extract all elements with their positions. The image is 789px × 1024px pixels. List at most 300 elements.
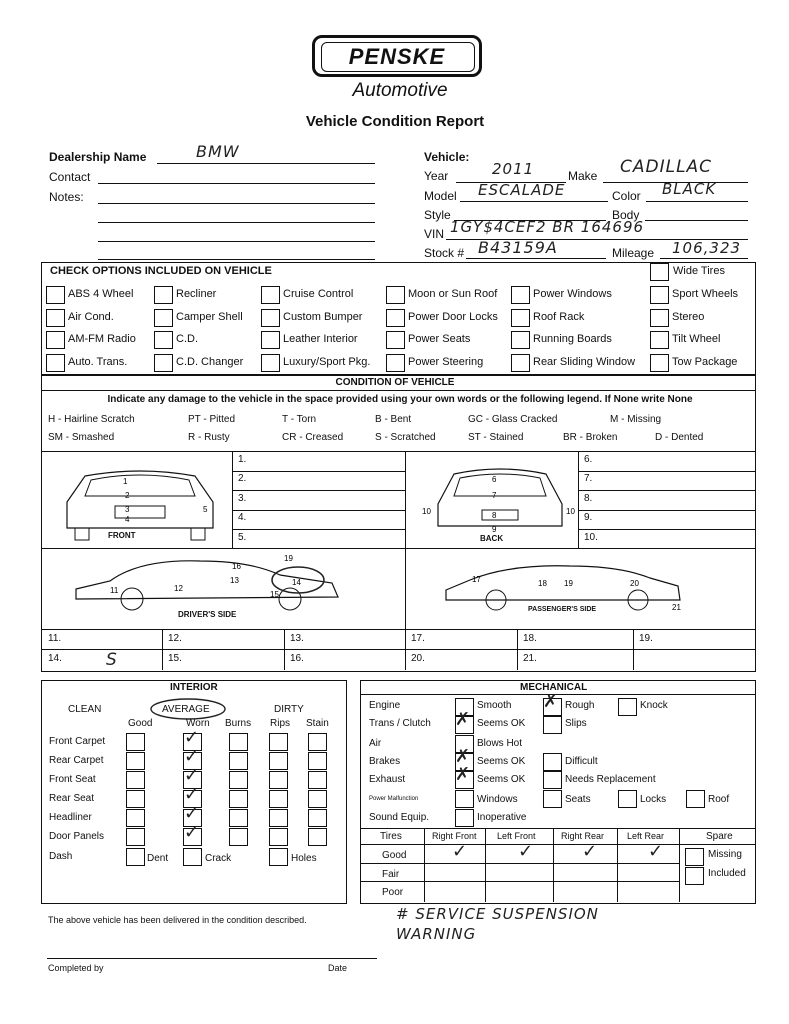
option-checkbox[interactable] xyxy=(154,286,173,304)
front-car-right-wheel xyxy=(191,528,205,540)
stock-value[interactable]: B43159A xyxy=(478,238,558,257)
trans-slips-label: Slips xyxy=(565,718,587,729)
vin-value[interactable]: 1GY$4CEF2 BR 164696 xyxy=(450,218,645,236)
passenger-mark: 21 xyxy=(672,603,681,612)
option-checkbox[interactable] xyxy=(261,286,280,304)
option-checkbox[interactable] xyxy=(511,354,530,372)
options-heading: CHECK OPTIONS INCLUDED ON VEHICLE xyxy=(50,265,272,277)
vehicle-heading: Vehicle: xyxy=(424,150,470,164)
interior-row-label: Door Panels xyxy=(49,831,105,842)
dash-dent-checkbox[interactable] xyxy=(126,848,145,866)
passenger-mark: 17 xyxy=(472,575,481,584)
tires-table-rule xyxy=(617,828,618,902)
page-title: Vehicle Condition Report xyxy=(305,113,485,130)
interior-row-label: Headliner xyxy=(49,812,92,823)
option-label: Power Seats xyxy=(408,333,471,345)
power-roof-label: Roof xyxy=(708,794,730,805)
passenger-mark: 20 xyxy=(630,579,639,588)
driver-side-diagram xyxy=(70,553,350,618)
dash-label: Dash xyxy=(49,851,73,862)
legend-item: B - Bent xyxy=(375,414,412,425)
sound-inoperative-checkbox[interactable] xyxy=(455,809,474,827)
front-mark: 5 xyxy=(203,505,208,514)
completed-by-label: Completed by xyxy=(48,963,104,973)
interior-col-burns: Burns xyxy=(225,718,252,729)
mechanical-heading: MECHANICAL xyxy=(520,682,588,693)
interior-checkbox[interactable] xyxy=(269,828,288,846)
side-table-rule xyxy=(162,629,163,670)
option-checkbox[interactable] xyxy=(511,309,530,327)
tire-column-header: Left Rear xyxy=(627,831,665,841)
legend-item: GC - Glass Cracked xyxy=(468,414,558,425)
interior-checkbox[interactable] xyxy=(308,752,327,770)
option-label: Power Steering xyxy=(408,356,484,368)
brakes-seems-ok-label: Seems OK xyxy=(477,756,526,767)
condition-instruction: Indicate any damage to the vehicle in the space provided using your own words or the following legend. If None write None xyxy=(107,394,693,405)
interior-average: AVERAGE xyxy=(162,704,210,715)
driver-caption: DRIVER'S SIDE xyxy=(178,610,237,619)
power-locks-checkbox[interactable] xyxy=(618,790,637,808)
option-checkbox[interactable] xyxy=(511,286,530,304)
stock-label: Stock # xyxy=(424,246,465,260)
side-table-rule xyxy=(284,629,285,670)
back-mark: 6 xyxy=(492,475,497,484)
tires-heading: Tires xyxy=(380,831,402,842)
condition-heading: CONDITION OF VEHICLE xyxy=(335,377,455,388)
damage-entry-number: 1. xyxy=(238,454,247,465)
option-checkbox[interactable] xyxy=(154,309,173,327)
option-checkbox[interactable] xyxy=(386,354,405,372)
back-mark: 7 xyxy=(492,491,497,500)
damage-entry-number: 19. xyxy=(639,633,653,644)
dash-dent-label: Dent xyxy=(147,853,169,864)
exhaust-seems-ok-check: ✗ xyxy=(455,764,471,785)
exhaust-seems-ok-label: Seems OK xyxy=(477,774,526,785)
back-car-body xyxy=(438,469,562,526)
tire-good-check: ✓ xyxy=(452,841,468,862)
spare-included-checkbox[interactable] xyxy=(685,867,704,885)
make-value[interactable]: CADILLAC xyxy=(620,157,713,177)
diagram-mid-rule xyxy=(41,548,755,549)
damage-entry-number: 10. xyxy=(584,531,598,543)
engine-rough-label: Rough xyxy=(565,700,595,711)
driver-mark: 11 xyxy=(110,586,119,595)
trans-seems-ok-label: Seems OK xyxy=(477,718,526,729)
tire-column-header: Left Front xyxy=(497,831,536,841)
front-mark: 4 xyxy=(125,515,130,524)
option-label: C.D. Changer xyxy=(176,356,244,368)
condition-heading-rule xyxy=(41,390,755,391)
legend-item: R - Rusty xyxy=(188,432,230,443)
damage-entry-line[interactable] xyxy=(232,490,405,491)
delivery-statement: The above vehicle has been delivered in the condition described. xyxy=(48,915,307,925)
back-view-diagram xyxy=(420,460,580,542)
option-checkbox[interactable] xyxy=(46,286,65,304)
damage-entry-number: 9. xyxy=(584,512,593,524)
interior-checkbox[interactable] xyxy=(126,771,145,789)
option-checkbox[interactable] xyxy=(261,354,280,372)
power-locks-label: Locks xyxy=(640,794,667,805)
interior-row-label: Rear Carpet xyxy=(49,755,104,766)
contact-label: Contact xyxy=(49,170,91,184)
tires-row-rule xyxy=(360,881,679,882)
service-note xyxy=(396,904,676,944)
interior-row-label: Rear Seat xyxy=(49,793,95,804)
tire-good-check: ✓ xyxy=(648,841,664,862)
notes-line-3[interactable] xyxy=(98,241,375,242)
tire-column-header: Right Front xyxy=(432,831,477,841)
date-label: Date xyxy=(328,963,348,973)
tire-spare-header: Spare xyxy=(706,831,733,842)
interior-checkbox[interactable] xyxy=(308,771,327,789)
driver-mark: 12 xyxy=(174,584,183,593)
legend-item: S - Scratched xyxy=(375,432,436,443)
option-checkbox[interactable] xyxy=(46,331,65,349)
tires-row-rule xyxy=(360,844,755,845)
damage-entry-number: 4. xyxy=(238,512,247,524)
legend-item: ST - Stained xyxy=(468,432,524,443)
body-line[interactable] xyxy=(645,220,748,221)
driver-mark: 14 xyxy=(292,578,301,587)
legend-item: PT - Pitted xyxy=(188,414,236,425)
driver-car-rear-wheel xyxy=(279,588,301,610)
interior-worn-check: ✓ xyxy=(184,746,200,767)
option-checkbox[interactable] xyxy=(46,354,65,372)
dealership-value[interactable]: BMW xyxy=(196,142,240,161)
interior-checkbox[interactable] xyxy=(126,752,145,770)
damage-entry-number: 11. xyxy=(48,633,62,644)
damage-entry-number: 15. xyxy=(168,653,182,664)
option-label: AM-FM Radio xyxy=(68,333,136,345)
back-car-plate xyxy=(482,510,518,520)
damage-entry-number: 6. xyxy=(584,454,593,465)
legend-item: M - Missing xyxy=(610,414,662,425)
front-mark: 1 xyxy=(123,477,128,486)
damage-entry-line[interactable] xyxy=(578,471,755,472)
interior-col-rips: Rips xyxy=(270,718,291,729)
notes-line-4[interactable] xyxy=(98,259,375,260)
legend-item: D - Dented xyxy=(655,432,704,443)
interior-checkbox[interactable] xyxy=(229,733,248,751)
wide-tires-checkbox[interactable] xyxy=(650,263,669,281)
power-seats-label: Seats xyxy=(565,794,591,805)
power-seats-checkbox[interactable] xyxy=(543,790,562,808)
interior-checkbox[interactable] xyxy=(126,790,145,808)
tires-table-rule xyxy=(553,828,554,902)
interior-col-good: Good xyxy=(128,718,153,729)
spare-included-label: Included xyxy=(708,868,746,879)
legend-item: BR - Broken xyxy=(563,432,618,443)
dash-holes-label: Holes xyxy=(291,853,317,864)
brand-subtitle: Automotive xyxy=(352,80,448,101)
dash-crack-label: Crack xyxy=(205,853,232,864)
tires-table-rule xyxy=(424,828,425,902)
interior-worn-check: ✓ xyxy=(184,784,200,805)
interior-row-label: Front Carpet xyxy=(49,736,106,747)
back-car-rear-window xyxy=(454,474,546,496)
option-label: Stereo xyxy=(672,311,705,323)
option-label: Power Door Locks xyxy=(408,311,498,323)
exhaust-label: Exhaust xyxy=(369,774,406,785)
damage-entry-number: 5. xyxy=(238,531,247,543)
option-checkbox[interactable] xyxy=(46,309,65,327)
option-checkbox[interactable] xyxy=(511,331,530,349)
option-checkbox[interactable] xyxy=(386,286,405,304)
spare-missing-label: Missing xyxy=(708,849,742,860)
back-mark: 8 xyxy=(492,511,497,520)
engine-knock-checkbox[interactable] xyxy=(618,698,637,716)
engine-label: Engine xyxy=(369,700,401,711)
option-label: Roof Rack xyxy=(533,311,585,323)
legend-item: H - Hairline Scratch xyxy=(48,414,135,425)
option-label: Tow Package xyxy=(672,356,738,368)
interior-checkbox[interactable] xyxy=(126,809,145,827)
legend-item: T - Torn xyxy=(282,414,317,425)
damage-entry-number: 14. xyxy=(48,653,62,664)
model-value[interactable]: ESCALADE xyxy=(478,181,566,199)
passenger-car-body xyxy=(446,566,680,600)
legend-item: SM - Smashed xyxy=(48,432,115,443)
completed-by-line[interactable] xyxy=(47,958,377,959)
option-label: Cruise Control xyxy=(283,288,354,300)
interior-checkbox[interactable] xyxy=(269,809,288,827)
sound-label: Sound Equip. xyxy=(369,812,430,823)
notes-line-1[interactable] xyxy=(98,203,375,204)
option-label: Luxury/Sport Pkg. xyxy=(283,356,371,368)
power-malfunction-label: Power Malfunction xyxy=(369,796,419,802)
option-label: Rear Sliding Window xyxy=(533,356,636,368)
interior-checkbox[interactable] xyxy=(229,752,248,770)
damage-entry-line[interactable] xyxy=(578,510,755,511)
color-line xyxy=(646,201,748,202)
option-label: Leather Interior xyxy=(283,333,358,345)
passenger-caption: PASSENGER'S SIDE xyxy=(528,606,597,613)
power-windows-checkbox[interactable] xyxy=(455,790,474,808)
interior-dirty: DIRTY xyxy=(274,704,304,715)
option-label: ABS 4 Wheel xyxy=(68,288,134,300)
stock-line xyxy=(466,258,606,259)
option-checkbox[interactable] xyxy=(261,331,280,349)
interior-checkbox[interactable] xyxy=(229,771,248,789)
model-line xyxy=(460,201,608,202)
interior-heading: INTERIOR xyxy=(170,682,218,693)
mileage-label: Mileage xyxy=(612,246,655,260)
entry-column-rule xyxy=(232,451,233,548)
brakes-difficult-checkbox[interactable] xyxy=(543,753,562,771)
tire-good-check: ✓ xyxy=(518,841,534,862)
tires-table-rule xyxy=(485,828,486,902)
option-label: Moon or Sun Roof xyxy=(408,288,498,300)
driver-mark: 19 xyxy=(284,554,293,563)
brand-name: PENSKE xyxy=(348,44,446,69)
front-view-diagram xyxy=(55,458,225,546)
damage-entry-number: 20. xyxy=(411,653,425,664)
engine-rough-check: ✗ xyxy=(543,691,559,712)
interior-clean: CLEAN xyxy=(68,704,102,715)
interior-worn-check: ✓ xyxy=(184,727,200,748)
interior-checkbox[interactable] xyxy=(269,771,288,789)
color-label: Color xyxy=(612,189,641,203)
side-table-top-rule xyxy=(41,629,755,630)
front-car-left-wheel xyxy=(75,528,89,540)
side-table-rule xyxy=(405,629,406,670)
style-label: Style xyxy=(424,208,451,222)
damage-entry-number: 21. xyxy=(523,653,537,664)
interior-checkbox[interactable] xyxy=(308,809,327,827)
option-checkbox[interactable] xyxy=(650,309,669,327)
passenger-mark: 19 xyxy=(564,579,573,588)
option-label: Auto. Trans. xyxy=(68,356,128,368)
damage-entry-line[interactable] xyxy=(232,471,405,472)
notes-label: Notes: xyxy=(49,190,84,204)
interior-checkbox[interactable] xyxy=(308,790,327,808)
front-mark: 3 xyxy=(125,505,130,514)
damage-entry-number: 2. xyxy=(238,473,247,485)
front-mark: 2 xyxy=(125,491,130,500)
option-checkbox[interactable] xyxy=(386,309,405,327)
color-value[interactable]: BLACK xyxy=(662,180,717,198)
damage-entry-number: 3. xyxy=(238,492,247,504)
tire-good-check: ✓ xyxy=(582,841,598,862)
model-label: Model xyxy=(424,189,457,203)
option-label: Power Windows xyxy=(533,288,612,300)
entry-column-rule xyxy=(578,451,579,548)
interior-worn-check: ✓ xyxy=(184,765,200,786)
option-label: Tilt Wheel xyxy=(672,333,721,345)
interior-checkbox[interactable] xyxy=(229,790,248,808)
year-value[interactable]: 2011 xyxy=(492,160,535,178)
option-checkbox[interactable] xyxy=(154,354,173,372)
mileage-value[interactable]: 106,323 xyxy=(672,239,742,257)
interior-checkbox[interactable] xyxy=(269,790,288,808)
front-car-body xyxy=(67,471,213,528)
trans-seems-ok-check: ✗ xyxy=(455,709,471,730)
option-label: Camper Shell xyxy=(176,311,243,323)
mileage-line xyxy=(660,258,748,259)
damage-entry-number: 17. xyxy=(411,633,425,644)
power-roof-checkbox[interactable] xyxy=(686,790,705,808)
dash-crack-checkbox[interactable] xyxy=(183,848,202,866)
exhaust-needs-replacement-label: Needs Replacement xyxy=(565,774,656,785)
damage-entry-line[interactable] xyxy=(232,510,405,511)
option-checkbox[interactable] xyxy=(650,331,669,349)
option-checkbox[interactable] xyxy=(261,309,280,327)
damage-entry-number: 18. xyxy=(523,633,537,644)
tire-column-header: Right Rear xyxy=(561,831,605,841)
option-label: Recliner xyxy=(176,288,217,300)
engine-smooth-label: Smooth xyxy=(477,700,512,711)
legend-item: CR - Creased xyxy=(282,432,344,443)
interior-checkbox[interactable] xyxy=(269,733,288,751)
brakes-difficult-label: Difficult xyxy=(565,756,598,767)
tire-row-label: Good xyxy=(382,850,407,861)
passenger-mark: 18 xyxy=(538,579,547,588)
interior-col-stain: Stain xyxy=(306,718,329,729)
damage-entry-number: 7. xyxy=(584,473,593,485)
air-label: Air xyxy=(369,738,382,749)
exhaust-needs-replacement-checkbox[interactable] xyxy=(543,771,562,789)
option-checkbox[interactable] xyxy=(650,354,669,372)
interior-worn-check: ✓ xyxy=(184,803,200,824)
damage-entry-line[interactable] xyxy=(578,529,755,530)
option-label: C.D. xyxy=(176,333,198,345)
interior-checkbox[interactable] xyxy=(229,809,248,827)
spare-missing-checkbox[interactable] xyxy=(685,848,704,866)
interior-checkbox[interactable] xyxy=(308,828,327,846)
front-car-windshield xyxy=(85,475,195,496)
make-label: Make xyxy=(568,169,598,183)
option-label: Running Boards xyxy=(533,333,612,345)
service-note-text: # SERVICE SUSPENSION WARNING xyxy=(396,905,599,943)
tires-table-rule xyxy=(679,828,680,902)
damage-entry-number: 13. xyxy=(290,633,304,644)
option-label: Sport Wheels xyxy=(672,288,739,300)
side-table-rule xyxy=(633,629,634,670)
dealership-label: Dealership Name xyxy=(49,150,147,164)
side-table-mid-rule xyxy=(41,649,755,650)
damage-entry-line[interactable] xyxy=(578,490,755,491)
power-windows-label: Windows xyxy=(477,794,518,805)
interior-checkbox[interactable] xyxy=(126,733,145,751)
damage-entry-14[interactable]: S xyxy=(106,650,118,670)
driver-mark: 15 xyxy=(270,590,279,599)
interior-checkbox[interactable] xyxy=(269,752,288,770)
interior-checkbox[interactable] xyxy=(308,733,327,751)
option-label: Air Cond. xyxy=(68,311,114,323)
engine-knock-label: Knock xyxy=(640,700,668,711)
damage-entry-line[interactable] xyxy=(232,529,405,530)
brakes-seems-ok-check: ✗ xyxy=(455,746,471,767)
interior-col-worn: Worn xyxy=(186,718,210,729)
driver-mark: 16 xyxy=(232,562,241,571)
vin-label: VIN xyxy=(424,227,445,241)
trans-slips-checkbox[interactable] xyxy=(543,716,562,734)
back-mark: 9 xyxy=(492,525,497,534)
damage-entry-number: 8. xyxy=(584,492,593,504)
driver-mark: 13 xyxy=(230,576,239,585)
option-checkbox[interactable] xyxy=(650,286,669,304)
trans-label: Trans / Clutch xyxy=(369,718,431,729)
back-mark: 10 xyxy=(566,507,575,516)
option-checkbox[interactable] xyxy=(386,331,405,349)
dealership-line xyxy=(157,163,375,164)
side-table-rule xyxy=(517,629,518,670)
back-caption: BACK xyxy=(480,534,504,543)
tires-row-rule xyxy=(360,863,679,864)
contact-line[interactable] xyxy=(98,183,375,184)
interior-worn-check: ✓ xyxy=(184,822,200,843)
dash-holes-checkbox[interactable] xyxy=(269,848,288,866)
option-checkbox[interactable] xyxy=(154,331,173,349)
brand-logo xyxy=(312,35,482,77)
front-caption: FRONT xyxy=(108,531,136,540)
option-label: Custom Bumper xyxy=(283,311,363,323)
sound-inoperative-label: Inoperative xyxy=(477,812,527,823)
tire-row-label: Poor xyxy=(382,887,404,898)
air-blows-hot-label: Blows Hot xyxy=(477,738,523,749)
interior-checkbox[interactable] xyxy=(229,828,248,846)
damage-entry-number: 16. xyxy=(290,653,304,664)
wide-tires-label: Wide Tires xyxy=(673,265,725,277)
tire-row-label: Fair xyxy=(382,869,400,880)
interior-checkbox[interactable] xyxy=(126,828,145,846)
year-label: Year xyxy=(424,169,449,183)
tires-top-rule xyxy=(360,828,755,829)
diagram-center-rule xyxy=(405,451,406,629)
brakes-label: Brakes xyxy=(369,756,401,767)
damage-entry-number: 12. xyxy=(168,633,182,644)
notes-line-2[interactable] xyxy=(98,222,375,223)
